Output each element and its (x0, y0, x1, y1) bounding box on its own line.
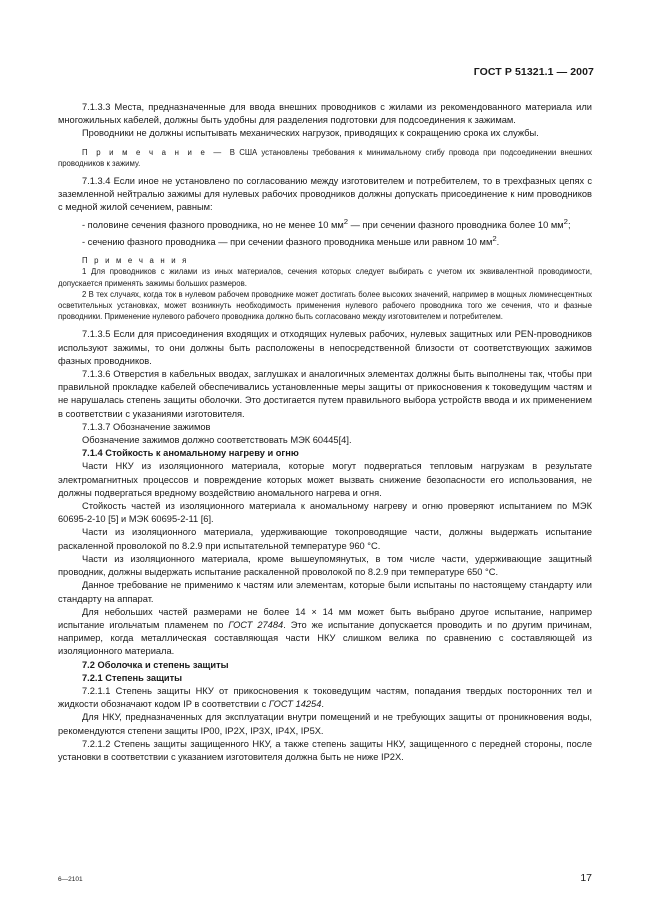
sup-c: 2 (492, 233, 497, 243)
paragraph-not-applicable: Данное требование не применимо к частям или элементам, которые были испытаны по настоящему стандарту или стандарту на аппарат. (58, 580, 592, 604)
note-2: 2 В тех случаях, когда ток в нулевом рабочем проводнике может достигать более высоких значений, например в мощных люминесцентных осветительных установках, может возникнуть необходимость применения нулевого рабочего проводника того же сечения, что и фазные проводники. Применение нулевого рабочего проводника должно быть согласовано между изготовителем и потребителем. (58, 289, 592, 322)
ip-text-a: 7.2.1.1 Степень защиты НКУ от прикосновения к токоведущим частям, попадания твердых посторонних тел и жидкости обозначают кодом IP в соответствии с (58, 685, 592, 710)
paragraph-7-2-1-1 (58, 685, 592, 711)
paragraph-7-1-3-5: 7.1.3.5 Если для присоединения входящих и отходящих нулевых рабочих, нулевых защитных или PEN-проводников используют зажимы, то они должны быть расположены в непосредственной близости от соответствующих зажимов фазных проводников. (58, 329, 592, 366)
paragraph-7-2-1-2: 7.2.1.2 Степень защиты защищенного НКУ, а также степень защиты НКУ, защищенного с передней стороны, после установки в соответствии с указанием изготовителя должна быть не ниже IP2X. (58, 738, 592, 762)
footer-print-code: 6—2101 (58, 876, 83, 883)
list-text-a: - половине сечения фазного проводника, но не менее 10 мм (82, 219, 344, 230)
small-parts-b: . Это же испытание допускается проводить и по другим причинам, например, когда металлическая составляющая части НКУ слишком велика по сравнению с составляющей из изоляционного материала. (58, 619, 592, 657)
paragraph-7-1-3-7: 7.1.3.7 Обозначение зажимов (82, 421, 211, 432)
paragraph-7-1-3-3: 7.1.3.3 Места, предназначенные для ввода внешних проводников с жилами из рекомендованного материала или многожильных кабелей, должны быть удобны для разделения подготовки для подсоединения к зажимам. (58, 102, 592, 126)
list-text-b: — при сечении фазного проводника более 10 мм (348, 219, 564, 230)
list-end-b: . (496, 237, 500, 248)
paragraph-resistance-check: Стойкость частей из изоляционного материала к аномальному нагреву и огню проверяют испытанием по МЭК 60695-2-10 [5] и МЭК 60695-2-11 [6]. (58, 501, 592, 525)
heading-7-1-4: 7.1.4 Стойкость к аномальному нагреву и огню (82, 448, 299, 459)
ip-text-b: . (321, 699, 324, 710)
ref-gost-14254: ГОСТ 14254 (268, 699, 322, 710)
document-body (58, 101, 592, 764)
page-header: ГОСТ Р 51321.1 — 2007 (473, 66, 594, 78)
paragraph-insulation-parts: Части НКУ из изоляционного материала, которые могут подвергаться тепловым нагрузкам в результате электромагнитных процессов и повреждение которых может вызвать снижение безопасности его использования, не должны подвергаться вредному воздействию аномального нагрева и огня. (58, 461, 592, 498)
paragraph-small-parts (58, 606, 592, 659)
ref-gost-27484: ГОСТ 27484 (228, 619, 284, 630)
note-1: 1 Для проводников с жилами из иных материалов, сечения которых следует выбирать с учетом их эквивалентной проводимости, допускается применять зажимы больших размеров. (58, 267, 592, 288)
notes-title: П р и м е ч а н и я (82, 256, 189, 266)
heading-7-2: 7.2 Оболочка и степень защиты (82, 659, 229, 670)
paragraph-wires-load: Проводники не должны испытывать механических нагрузок, приводящих к сокращению срока их службы. (82, 128, 539, 139)
note-text: В США установлены требования к минимальному сгибу провода при подсоединении внешних проводников к зажиму. (58, 147, 593, 168)
paragraph-650: Части из изоляционного материала, кроме вышеупомянутых, в том числе части, удерживающие защитный проводник, должны выдержать испытание раскаленной проволокой по 8.2.9 при температуре 650 °С. (58, 553, 592, 578)
sup-b: 2 (563, 216, 568, 226)
paragraph-terminal-marking: Обозначение зажимов должно соответствовать МЭК 60445[4]. (82, 435, 352, 446)
sup-a: 2 (343, 216, 349, 226)
paragraph-indoor-ip: Для НКУ, предназначенных для эксплуатации внутри помещений и не требующих защиты от проникновения воды, рекомендуются степени защиты IP00, IP2X, IP3X, IP4X, IP5X. (58, 712, 592, 736)
page-number: 17 (580, 872, 592, 884)
paragraph-7-1-3-6: 7.1.3.6 Отверстия в кабельных вводах, заглушках и аналогичных элементах должны быть выполнены так, чтобы при правильной прокладке кабелей обеспечивались установленные меры защиты от прикосновения к токоведущим частям и не нарушалась степень защиты оболочки. Это достигается путем правильного выбора устройств ввода и их применением в соответствии с указаниями изготовителя. (58, 369, 592, 419)
list-item-half-section (58, 215, 592, 232)
list-item-full-section (58, 232, 592, 249)
list-text-c: - сечению фазного проводника — при сечении фазного проводника меньше или равном 10 мм (82, 237, 493, 248)
paragraph-960: Части из изоляционного материала, удерживающие токопроводящие части, должны выдержать испытание раскаленной проволокой по 8.2.9 при испытательной температуре 960 °С. (58, 527, 592, 551)
list-end-a: ; (567, 219, 571, 230)
paragraph-7-1-3-4: 7.1.3.4 Если иное не установлено по согласованию между изготовителем и потребителем, то в трехфазных цепях с заземленной нейтралью зажимы для нулевых рабочих проводников должны допускать присоединение к ним проводников с медной жилой сечением, равным: (58, 176, 592, 213)
small-parts-a: Для небольших частей размерами не более 14 × 14 мм может быть выбрано другое испытание, например испытание игольчатым пламенем по (58, 606, 592, 630)
note-title: П р и м е ч а н и е — (82, 147, 230, 157)
heading-7-2-1: 7.2.1 Степень защиты (82, 672, 183, 683)
note-usa (58, 147, 592, 169)
